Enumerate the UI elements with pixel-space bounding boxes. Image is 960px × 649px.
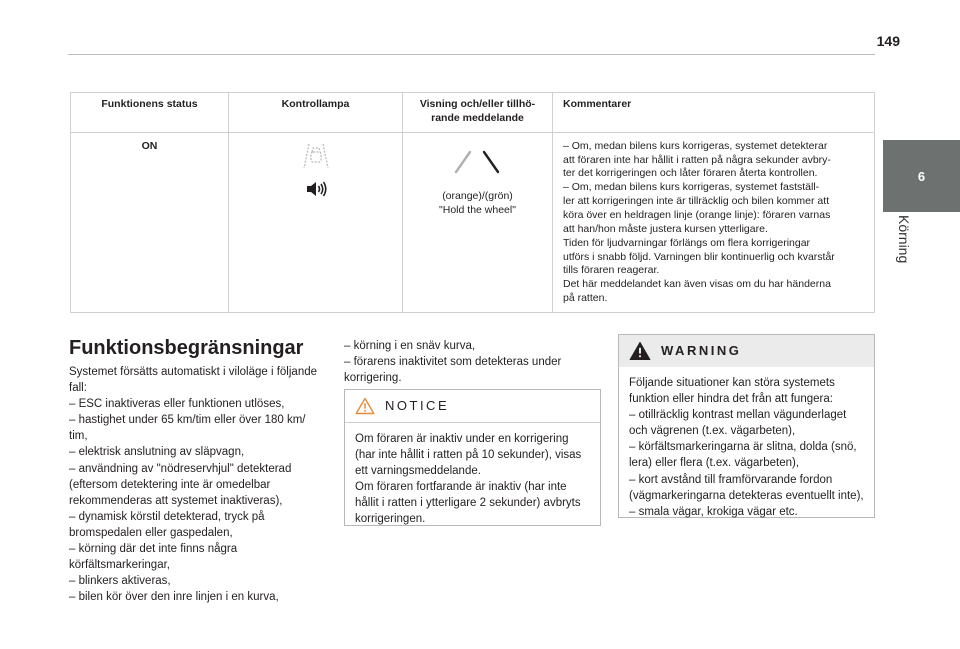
warning-line: (vägmarkeringarna detekteras eventuellt inte), <box>629 489 864 502</box>
comment-line: utförs i snabb följd. Varningen blir kontinuerlig och kvarstår <box>563 250 835 263</box>
limits-line: – förarens inaktivitet som detekteras under <box>344 356 562 369</box>
limits-line: rekommenderas att systemet inaktiveras), <box>69 494 283 507</box>
notice-line: korrigeringen. <box>355 513 426 526</box>
warning-line: funktion eller hindra det från att fungera: <box>629 393 833 406</box>
chapter-name: Körning <box>896 215 912 264</box>
limits-line: körfältsmarkeringar, <box>69 559 170 572</box>
limits-line: – blinkers aktiveras, <box>69 575 171 588</box>
notice-body <box>345 423 600 536</box>
limits-line: tim, <box>69 430 88 443</box>
function-status-table <box>70 92 875 313</box>
warning-line: Följande situationer kan störa systemets <box>629 377 835 389</box>
warning-line: – otillräcklig kontrast mellan vägunderlaget <box>629 409 847 422</box>
comment-line: Det här meddelandet kan även visas om du har händerna <box>563 278 831 291</box>
limits-line: bromspedalen eller gaspedalen, <box>69 526 233 539</box>
chapter-tab[interactable] <box>883 140 960 212</box>
notice-line: (har inte hållit i ratten på 10 sekunder), visas <box>355 449 582 462</box>
lane-lines-icon <box>450 148 506 174</box>
cell-status: ON <box>71 132 229 312</box>
cell-lamp <box>229 132 403 312</box>
notice-box <box>344 389 601 526</box>
comment-line: ter det korrigeringen och låter föraren återta kontrollen. <box>563 167 818 180</box>
lane-keep-assist-icon <box>301 142 331 170</box>
notice-line: Om föraren fortfarande är inaktiv (har inte <box>355 481 567 494</box>
comment-line: köra över en heldragen linje (orange linje): föraren varnas <box>563 209 831 222</box>
warning-header <box>619 335 874 367</box>
chapter-number: 6 <box>917 168 926 184</box>
limits-line: – bilen kör över den inre linjen i en kurva, <box>69 591 279 604</box>
notice-line: hållit i ratten i ytterligare 2 sekunder) avbryts <box>355 497 581 510</box>
speaker-sound-icon <box>305 180 327 198</box>
comment-line: att han/hon måste justera kursen ytterligare. <box>563 222 768 235</box>
comment-line: på ratten. <box>563 292 608 305</box>
warning-line: lera) eller flera (t.ex. vägarbeten), <box>629 457 800 470</box>
table-row <box>71 132 875 312</box>
limits-line: Systemet försätts automatiskt i viloläge i följande <box>69 366 318 378</box>
page-number: 149 <box>876 33 900 49</box>
cell-display <box>403 132 553 312</box>
limits-line: – elektrisk anslutning av släpvagn, <box>69 446 245 459</box>
cell-comment <box>553 132 875 312</box>
notice-triangle-icon <box>355 397 375 415</box>
limits-column-2 <box>344 338 604 386</box>
limits-line: – körning i en snäv kurva, <box>344 340 476 352</box>
comment-line: att föraren inte har hållit i ratten på några sekunder avbry- <box>563 153 831 166</box>
section-title: Funktionsbegränsningar <box>69 337 304 359</box>
warning-triangle-icon <box>629 341 651 361</box>
header-display <box>403 93 553 133</box>
limits-column-1 <box>69 364 331 605</box>
limits-line: (eftersom detektering inte är omedelbar <box>69 478 271 491</box>
notice-header <box>345 390 600 423</box>
warning-line: – kort avstånd till framförvarande fordon <box>629 473 833 486</box>
warning-title: WARNING <box>661 342 742 358</box>
comment-line: ler att korrigeringen inte är tillräcklig och bilen kommer att <box>563 195 830 208</box>
header-display-text: Visning och/eller tillhö- rande meddelande <box>419 98 536 124</box>
comment-line: – Om, medan bilens kurs korrigeras, systemet fastställ- <box>563 181 820 194</box>
comment-line: – Om, medan bilens kurs korrigeras, systemet detekterar <box>563 139 828 152</box>
warning-line: och vägrenen (t.ex. vägarbeten), <box>629 425 796 438</box>
limits-line: – körning där det inte finns några <box>69 543 238 556</box>
warning-box <box>618 334 875 518</box>
limits-line: – hastighet under 65 km/tim eller över 180 km/ <box>69 414 306 427</box>
header-status: Funktionens status <box>71 93 229 133</box>
notice-line: Om föraren är inaktiv under en korrigering <box>355 433 569 445</box>
warning-line: – smala vägar, krokiga vägar etc. <box>629 505 798 518</box>
header-comment: Kommentarer <box>553 93 875 133</box>
header-lamp: Kontrollampa <box>229 93 403 133</box>
notice-line: ett varningsmeddelande. <box>355 465 481 478</box>
notice-title: NOTICE <box>385 397 450 413</box>
limits-line: fall: <box>69 382 87 395</box>
limits-line: – dynamisk körstil detekterad, tryck på <box>69 510 265 523</box>
table-header-row <box>71 93 875 133</box>
comment-line: tills föraren reagerar. <box>563 264 660 277</box>
warning-line: – körfältsmarkeringarna är slitna, dolda (snö, <box>629 441 857 454</box>
limits-line: – användning av "nödreservhjul" detekterad <box>69 462 292 475</box>
top-divider <box>68 54 875 55</box>
limits-line: korrigering. <box>344 372 402 385</box>
display-colors: (orange)/(grön) <box>442 189 513 202</box>
warning-body <box>619 367 874 528</box>
display-message: "Hold the wheel" <box>439 203 516 216</box>
comment-line: Tiden för ljudvarningar förlängs om flera korrigeringar <box>563 236 811 249</box>
limits-line: – ESC inaktiveras eller funktionen utlöses, <box>69 398 285 411</box>
